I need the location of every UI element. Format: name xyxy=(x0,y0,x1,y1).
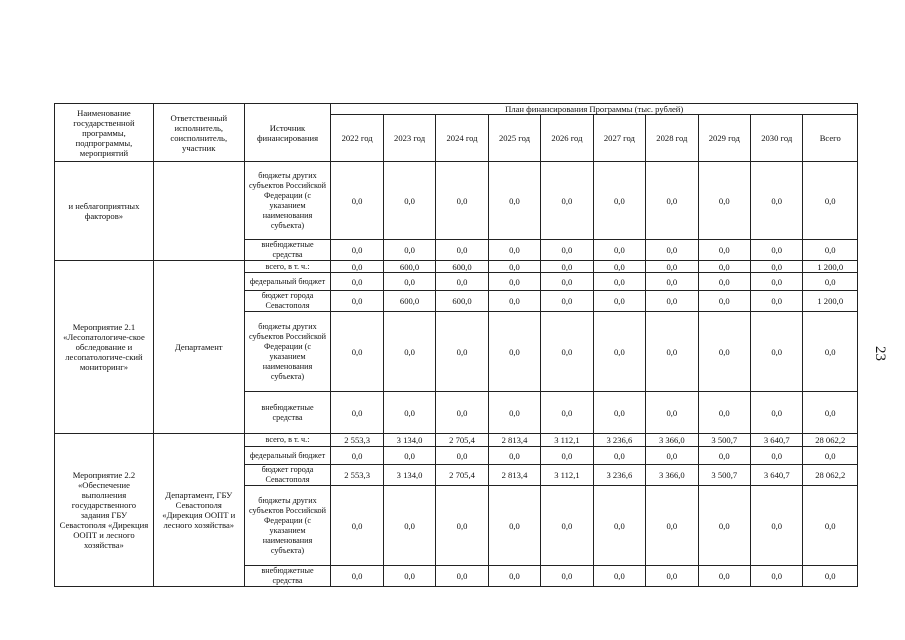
amount-cell: 3 134,0 xyxy=(383,434,435,447)
amount-cell: 2 553,3 xyxy=(331,434,383,447)
amount-cell: 0,0 xyxy=(383,273,435,291)
amount-cell: 0,0 xyxy=(383,566,435,587)
amount-cell: 0,0 xyxy=(593,273,645,291)
amount-cell: 0,0 xyxy=(803,162,858,240)
amount-cell: 3 500,7 xyxy=(698,434,750,447)
amount-cell: 0,0 xyxy=(646,273,698,291)
amount-cell: 0,0 xyxy=(488,566,540,587)
amount-cell: 600,0 xyxy=(436,261,488,273)
amount-cell: 0,0 xyxy=(698,273,750,291)
funding-source: внебюджетные средства xyxy=(244,240,331,261)
header-year-0: 2022 год xyxy=(331,115,383,162)
amount-cell: 0,0 xyxy=(436,566,488,587)
funding-source: всего, в т. ч.: xyxy=(244,261,331,273)
amount-cell: 3 366,0 xyxy=(646,465,698,486)
amount-cell: 0,0 xyxy=(541,566,593,587)
header-name: Наименование государственной программы, подпрограммы, мероприятий xyxy=(55,104,154,162)
amount-cell: 0,0 xyxy=(383,447,435,465)
amount-cell: 0,0 xyxy=(698,566,750,587)
amount-cell: 0,0 xyxy=(541,392,593,434)
amount-cell: 3 640,7 xyxy=(751,465,803,486)
amount-cell: 0,0 xyxy=(436,162,488,240)
header-plan-title: План финансирования Программы (тыс. рублей) xyxy=(331,104,858,115)
amount-cell: 0,0 xyxy=(541,162,593,240)
funding-source: внебюджетные средства xyxy=(244,566,331,587)
amount-cell: 0,0 xyxy=(751,162,803,240)
header-year-4: 2026 год xyxy=(541,115,593,162)
amount-cell: 0,0 xyxy=(593,566,645,587)
item-responsible: Департамент xyxy=(153,261,244,434)
amount-cell: 2 705,4 xyxy=(436,434,488,447)
header-year-7: 2029 год xyxy=(698,115,750,162)
funding-source: бюджет города Севастополя xyxy=(244,291,331,312)
amount-cell: 0,0 xyxy=(751,392,803,434)
amount-cell: 3 112,1 xyxy=(541,465,593,486)
amount-cell: 0,0 xyxy=(436,240,488,261)
amount-cell: 0,0 xyxy=(751,240,803,261)
funding-source: федеральный бюджет xyxy=(244,447,331,465)
amount-cell: 0,0 xyxy=(803,486,858,566)
amount-cell: 0,0 xyxy=(593,162,645,240)
header-year-6: 2028 год xyxy=(646,115,698,162)
amount-cell: 0,0 xyxy=(541,240,593,261)
amount-cell: 0,0 xyxy=(803,273,858,291)
amount-cell: 0,0 xyxy=(488,273,540,291)
funding-source: бюджеты других субъектов Российской Федерации (с указанием наименования субъекта) xyxy=(244,312,331,392)
amount-cell: 0,0 xyxy=(698,392,750,434)
amount-cell: 0,0 xyxy=(803,392,858,434)
amount-cell: 0,0 xyxy=(698,291,750,312)
amount-cell: 0,0 xyxy=(331,261,383,273)
amount-cell: 0,0 xyxy=(698,447,750,465)
amount-cell: 0,0 xyxy=(751,486,803,566)
amount-cell: 2 553,3 xyxy=(331,465,383,486)
amount-cell: 0,0 xyxy=(646,162,698,240)
amount-cell: 3 236,6 xyxy=(593,434,645,447)
amount-cell: 3 640,7 xyxy=(751,434,803,447)
amount-cell: 0,0 xyxy=(383,486,435,566)
amount-cell: 0,0 xyxy=(751,447,803,465)
amount-cell: 3 366,0 xyxy=(646,434,698,447)
header-year-1: 2023 год xyxy=(383,115,435,162)
funding-source: всего, в т. ч.: xyxy=(244,434,331,447)
amount-cell: 0,0 xyxy=(646,447,698,465)
amount-cell: 1 200,0 xyxy=(803,261,858,273)
amount-cell: 0,0 xyxy=(331,312,383,392)
header-source: Источник финансирования xyxy=(244,104,331,162)
amount-cell: 0,0 xyxy=(803,312,858,392)
amount-cell: 0,0 xyxy=(436,392,488,434)
amount-cell: 0,0 xyxy=(541,312,593,392)
amount-cell: 0,0 xyxy=(803,240,858,261)
item-name: Мероприятие 2.2 «Обеспечение выполнения государственного задания ГБУ Севастополя «Дирекция ООПТ и лесного хозяйства» xyxy=(55,434,154,587)
amount-cell: 0,0 xyxy=(593,240,645,261)
item-name: Мероприятие 2.1 «Лесопатологиче-ское обследование и лесопатологиче-ский мониторинг» xyxy=(55,261,154,434)
amount-cell: 0,0 xyxy=(488,162,540,240)
amount-cell: 0,0 xyxy=(751,312,803,392)
amount-cell: 0,0 xyxy=(646,291,698,312)
amount-cell: 0,0 xyxy=(541,486,593,566)
amount-cell: 0,0 xyxy=(488,291,540,312)
amount-cell: 0,0 xyxy=(541,273,593,291)
amount-cell: 0,0 xyxy=(646,261,698,273)
header-year-2: 2024 год xyxy=(436,115,488,162)
amount-cell: 0,0 xyxy=(593,447,645,465)
financing-table xyxy=(54,103,858,587)
amount-cell: 0,0 xyxy=(488,240,540,261)
funding-source: федеральный бюджет xyxy=(244,273,331,291)
amount-cell: 2 813,4 xyxy=(488,465,540,486)
amount-cell: 0,0 xyxy=(331,291,383,312)
amount-cell: 0,0 xyxy=(698,162,750,240)
amount-cell: 0,0 xyxy=(436,312,488,392)
amount-cell: 0,0 xyxy=(646,392,698,434)
funding-source: внебюджетные средства xyxy=(244,392,331,434)
amount-cell: 0,0 xyxy=(803,447,858,465)
item-name: и неблагоприятных факторов» xyxy=(55,162,154,261)
header-year-9: Всего xyxy=(803,115,858,162)
header-year-3: 2025 год xyxy=(488,115,540,162)
amount-cell: 0,0 xyxy=(488,312,540,392)
table-row xyxy=(55,434,858,447)
amount-cell: 600,0 xyxy=(383,291,435,312)
amount-cell: 2 813,4 xyxy=(488,434,540,447)
amount-cell: 3 236,6 xyxy=(593,465,645,486)
amount-cell: 0,0 xyxy=(383,162,435,240)
amount-cell: 0,0 xyxy=(593,291,645,312)
amount-cell: 3 112,1 xyxy=(541,434,593,447)
amount-cell: 0,0 xyxy=(646,486,698,566)
funding-source: бюджеты других субъектов Российской Федерации (с указанием наименования субъекта) xyxy=(244,162,331,240)
amount-cell: 0,0 xyxy=(331,392,383,434)
item-responsible: Департамент, ГБУ Севастополя «Дирекция ООПТ и лесного хозяйства» xyxy=(153,434,244,587)
amount-cell: 0,0 xyxy=(541,261,593,273)
amount-cell: 600,0 xyxy=(436,291,488,312)
amount-cell: 0,0 xyxy=(488,447,540,465)
amount-cell: 0,0 xyxy=(436,273,488,291)
amount-cell: 0,0 xyxy=(803,566,858,587)
amount-cell: 0,0 xyxy=(698,312,750,392)
item-responsible xyxy=(153,162,244,261)
amount-cell: 0,0 xyxy=(488,392,540,434)
amount-cell: 3 500,7 xyxy=(698,465,750,486)
amount-cell: 0,0 xyxy=(488,261,540,273)
funding-source: бюджеты других субъектов Российской Федерации (с указанием наименования субъекта) xyxy=(244,486,331,566)
funding-source: бюджет города Севастополя xyxy=(244,465,331,486)
amount-cell: 28 062,2 xyxy=(803,434,858,447)
amount-cell: 28 062,2 xyxy=(803,465,858,486)
amount-cell: 0,0 xyxy=(331,162,383,240)
amount-cell: 0,0 xyxy=(331,486,383,566)
amount-cell: 0,0 xyxy=(698,486,750,566)
amount-cell: 0,0 xyxy=(331,273,383,291)
amount-cell: 0,0 xyxy=(593,312,645,392)
amount-cell: 0,0 xyxy=(593,486,645,566)
amount-cell: 0,0 xyxy=(436,486,488,566)
amount-cell: 0,0 xyxy=(646,312,698,392)
amount-cell: 2 705,4 xyxy=(436,465,488,486)
header-row-top xyxy=(55,104,858,115)
amount-cell: 600,0 xyxy=(383,261,435,273)
amount-cell: 0,0 xyxy=(541,291,593,312)
amount-cell: 0,0 xyxy=(751,566,803,587)
amount-cell: 0,0 xyxy=(331,240,383,261)
amount-cell: 0,0 xyxy=(383,312,435,392)
amount-cell: 0,0 xyxy=(646,566,698,587)
amount-cell: 0,0 xyxy=(436,447,488,465)
amount-cell: 0,0 xyxy=(331,447,383,465)
amount-cell: 0,0 xyxy=(751,261,803,273)
amount-cell: 0,0 xyxy=(593,261,645,273)
amount-cell: 0,0 xyxy=(751,291,803,312)
amount-cell: 1 200,0 xyxy=(803,291,858,312)
amount-cell: 0,0 xyxy=(593,392,645,434)
table-row xyxy=(55,261,858,273)
amount-cell: 0,0 xyxy=(383,392,435,434)
page-number: 23 xyxy=(872,346,888,361)
amount-cell: 0,0 xyxy=(698,240,750,261)
amount-cell: 3 134,0 xyxy=(383,465,435,486)
amount-cell: 0,0 xyxy=(331,566,383,587)
amount-cell: 0,0 xyxy=(383,240,435,261)
amount-cell: 0,0 xyxy=(751,273,803,291)
amount-cell: 0,0 xyxy=(698,261,750,273)
amount-cell: 0,0 xyxy=(488,486,540,566)
amount-cell: 0,0 xyxy=(541,447,593,465)
amount-cell: 0,0 xyxy=(646,240,698,261)
header-responsible: Ответственный исполнитель, соисполнитель, участник xyxy=(153,104,244,162)
header-year-5: 2027 год xyxy=(593,115,645,162)
table-row xyxy=(55,162,858,240)
header-year-8: 2030 год xyxy=(751,115,803,162)
